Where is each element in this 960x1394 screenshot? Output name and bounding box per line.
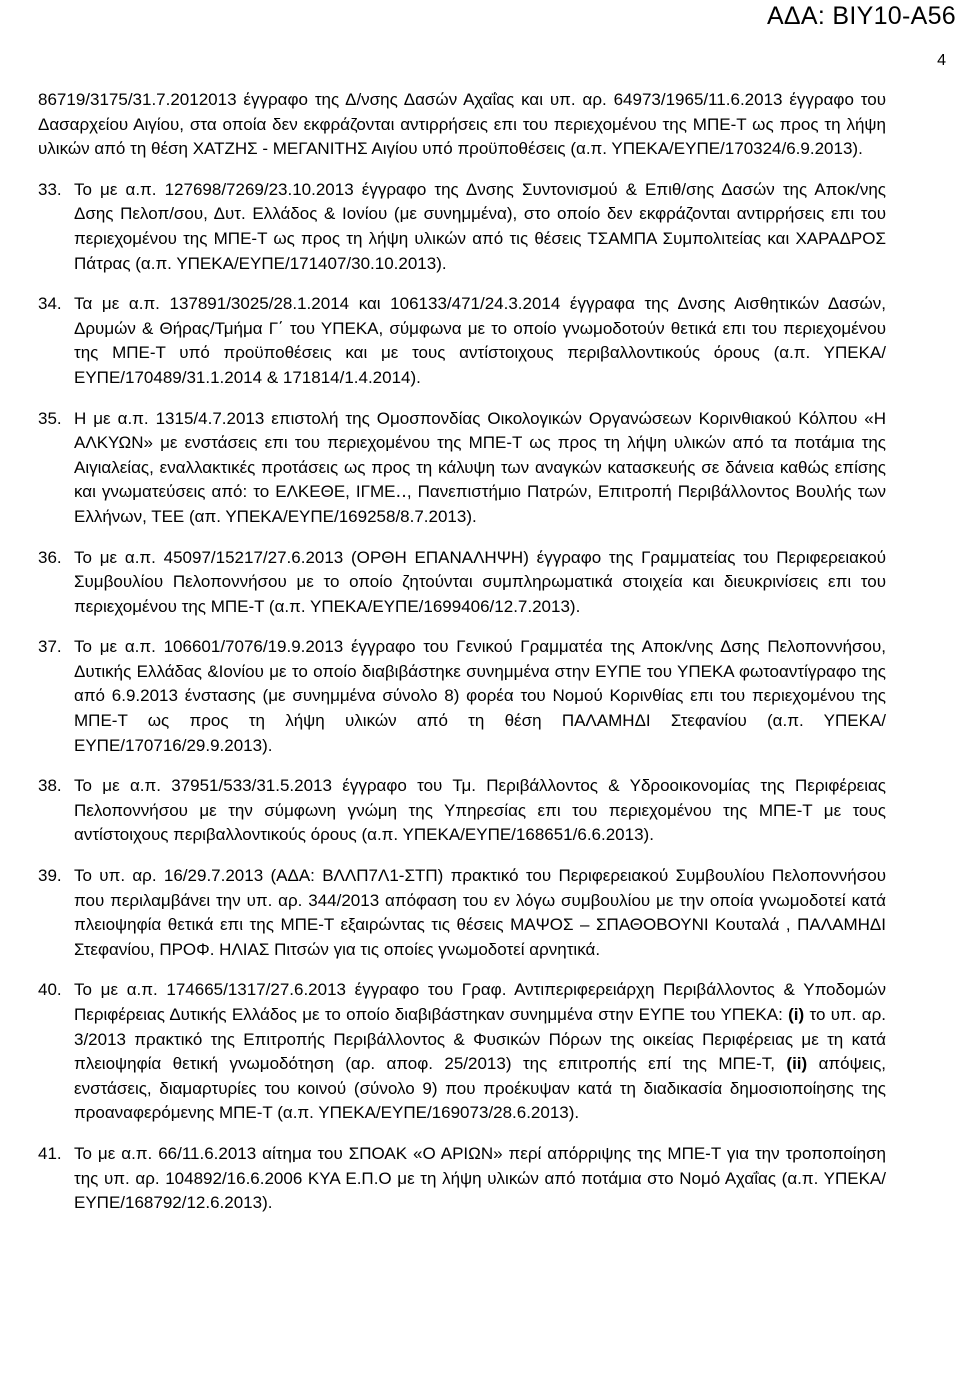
- page-number: 4: [937, 52, 946, 69]
- item-text: [74, 978, 886, 1126]
- item-text: Το υπ. αρ. 16/29.7.2013 (ΑΔΑ: ΒΛΛΠ7Λ1-ΣΤΠ) πρακτικό του Περιφερειακού Συμβουλίου Πελοποννήσου που περιλαμβάνει την υπ. αρ. 344/2013 απόφαση του εν λόγω συμβουλίου με την οποία γνωμοδοτεί κατά πλειοψηφία θετικά επι της ΜΠΕ-Τ εξαιρώντας τις θέσεις ΜΑΨΟΣ – ΣΠΑΘΟΒΟΥΝΙ Κουταλά , ΠΑΛΑΜΗΔΙ Στεφανίου, ΠΡΟΦ. ΗΛΙΑΣ Πιτσών για τις οποίες γνωμοδοτεί αρνητικά.: [74, 866, 886, 959]
- item-text-bold: (ii): [786, 1054, 808, 1074]
- item-text: Το με α.π. 106601/7076/19.9.2013 έγγραφο του Γενικού Γραμματέα της Αποκ/νης Δσης Πελοποννήσου, Δυτικής Ελλάδας &Ιονίου με το οποίο διαβιβάστηκε συνημμένα στην ΕΥΠΕ του ΥΠΕΚΑ φωτοαντίγραφο της από 6.9.2013 ένστασης (με συνημμένα σύνολο 8) φορέα του Νομού Κορινθίας επι του περιεχομένου της ΜΠΕ-Τ ως προς τη λήψη υλικών από τη θέση ΠΑΛΑΜΗΔΙ Στεφανίου (α.π. ΥΠΕΚΑ/ΕΥΠΕ/170716/29.9.2013).: [74, 637, 886, 755]
- item-number: 39.: [38, 866, 62, 886]
- item-text: Το με α.π. 45097/15217/27.6.2013 (ΟΡΘΗ ΕΠΑΝΑΛΗΨΗ) έγγραφο της Γραμματείας του Περιφερειακού Συμβουλίου Πελοποννήσου με το οποίο ζητούνται συμπληρωματικά στοιχεία και διευκρινίσεις επι του περιεχομένου της ΜΠΕ-Τ (α.π. ΥΠΕΚΑ/ΕΥΠΕ/1699406/12.7.2013).: [74, 547, 886, 616]
- list-item: [38, 407, 886, 530]
- ada-code: ΑΔΑ: ΒΙΥ10-Α56: [766, 2, 956, 30]
- item-number: 41.: [38, 1143, 62, 1163]
- item-number: 36.: [38, 547, 62, 567]
- item-number: 37.: [38, 637, 62, 657]
- item-number: 38.: [38, 776, 62, 796]
- list-item: [38, 546, 886, 620]
- item-text: Το με α.π. 127698/7269/23.10.2013 έγγραφο της Δνσης Συντονισμού & Επιθ/σης Δασών της Αποκ/νης Δσης Πελοπ/σου, Δυτ. Ελλάδος & Ιονίου (με συνημμένα), στο οποίο δεν εκφράζονται αντιρρήσεις επι του περιεχομένου της ΜΠΕ-Τ ως προς τη λήψη υλικών από τις θέσεις ΤΣΑΜΠΑ Συμπολιτείας και ΧΑΡΑΔΡΟΣ Πάτρας (α.π. ΥΠΕΚΑ/ΕΥΠΕ/171407/30.10.2013).: [74, 179, 886, 273]
- list-item: [38, 864, 886, 962]
- item-text-bold: (i): [788, 1005, 805, 1024]
- item-number: 35.: [38, 408, 62, 428]
- document-body: [38, 88, 886, 1232]
- list-item: [38, 635, 886, 758]
- item-number: 34.: [38, 294, 62, 314]
- item-text: Τα με α.π. 137891/3025/28.1.2014 και 106133/471/24.3.2014 έγγραφα της Δνσης Αισθητικών Δασών, Δρυμών & Θήρας/Τμήμα Γ΄ του ΥΠΕΚΑ, σύμφωνα με το οποίο γνωμοδοτούν θετικά επι του περιεχομένου της ΜΠΕ-Τ υπό προϋποθέσεις και με τους αντίστοιχους περιβαλλοντικούς όρους (α.π. ΥΠΕΚΑ/ΕΥΠΕ/170489/31.1.2014 & 171814/1.4.2014).: [74, 294, 886, 387]
- intro-paragraph: 86719/3175/31.7.2012013 έγγραφο της Δ/νσης Δασών Αχαΐας και υπ. αρ. 64973/1965/11.6.2013 έγγραφο του Δασαρχείου Αιγίου, στα οποία δεν εκφράζονται αντιρρήσεις επι του περιεχομένου της ΜΠΕ-Τ ως προς τη λήψη υλικών από τη θέση ΧΑΤΖΗΣ - ΜΕΓΑΝΙΤΗΣ Αιγίου υπό προϋποθέσεις (α.π. ΥΠΕΚΑ/ΕΥΠΕ/170324/6.9.2013).: [38, 90, 886, 159]
- list-item: [38, 178, 886, 276]
- list-item: [38, 292, 886, 390]
- item-number: 40.: [38, 980, 62, 1000]
- item-number: 33.: [38, 179, 62, 199]
- item-text: Το με α.π. 37951/533/31.5.2013 έγγραφο του Τμ. Περιβάλλοντος & Υδροοικονομίας της Περιφέρειας Πελοποννήσου με την σύμφωνη γνώμη της Υπηρεσίας επι του περιεχομένου της ΜΠΕ-Τ με τους αντίστοιχους περιβαλλοντικούς όρους (α.π. ΥΠΕΚΑ/ΕΥΠΕ/168651/6.6.2013).: [74, 776, 886, 845]
- item-text-part: το υπ. αρ. 3/2013 πρακτικό της Επιτροπής Περιβάλλοντος & Φυσικών Πόρων της οικείας Περιφέρειας με τη κατά πλειοψηφία θετική γνωμοδότηση (αρ. αποφ. 25/2013) της επιτροπής επί της ΜΠΕ-Τ,: [74, 1005, 886, 1074]
- item-text: Η με α.π. 1315/4.7.2013 επιστολή της Ομοσπονδίας Οικολογικών Οργανώσεων Κορινθιακού Κόλπου «Η ΑΛΚΥΩΝ» με ενστάσεις επι του περιεχομένου της ΜΠΕ-Τ ως προς τη λήψη υλικών από τα ποτάμια της Αιγιαλείας, εναλλακτικές προτάσεις ως προς τη κάλυψη των αναγκών κατασκευής σε δάνεια καθώς επίσης και γνωματεύσεις από: το ΕΛΚΕΘΕ, ΙΓΜΕ‥, Πανεπιστήμιο Πατρών, Επιτροπή Περιβάλλοντος Βουλής των Ελλήνων, ΤΕΕ (απ. ΥΠΕΚΑ/ΕΥΠΕ/169258/8.7.2013).: [74, 408, 886, 526]
- list-item: [38, 1142, 886, 1216]
- item-text-part: απόψεις, ενστάσεις, διαμαρτυρίες του κοινού (σύνολο 9) που προέκυψαν κατά τη διαδικασία δημοσιοποίησης της προαναφερόμενης ΜΠΕ-Τ (α.π. ΥΠΕΚΑ/ΕΥΠΕ/169073/28.6.2013).: [74, 1054, 886, 1123]
- item-text-part: Το με α.π. 174665/1317/27.6.2013 έγγραφο του Γραφ. Αντιπεριφερειάρχη Περιβάλλοντος & Υποδομών Περιφέρειας Δυτικής Ελλάδος με το οποίο διαβιβάστηκαν συνημμένα στην ΕΥΠΕ του ΥΠΕΚΑ:: [74, 980, 886, 1024]
- item-text: Το με α.π. 66/11.6.2013 αίτημα του ΣΠΟΑΚ «Ο ΑΡΙΩΝ» περί απόρριψης της ΜΠΕ-Τ για την τροποποίηση της υπ. αρ. 104892/16.6.2006 ΚΥΑ Ε.Π.Ο με τη λήψη υλικών από ποτάμια στο Νομό Αχαΐας (α.π. ΥΠΕΚΑ/ΕΥΠΕ/168792/12.6.2013).: [74, 1143, 886, 1213]
- list-item: [38, 774, 886, 848]
- list-item: [38, 978, 886, 1126]
